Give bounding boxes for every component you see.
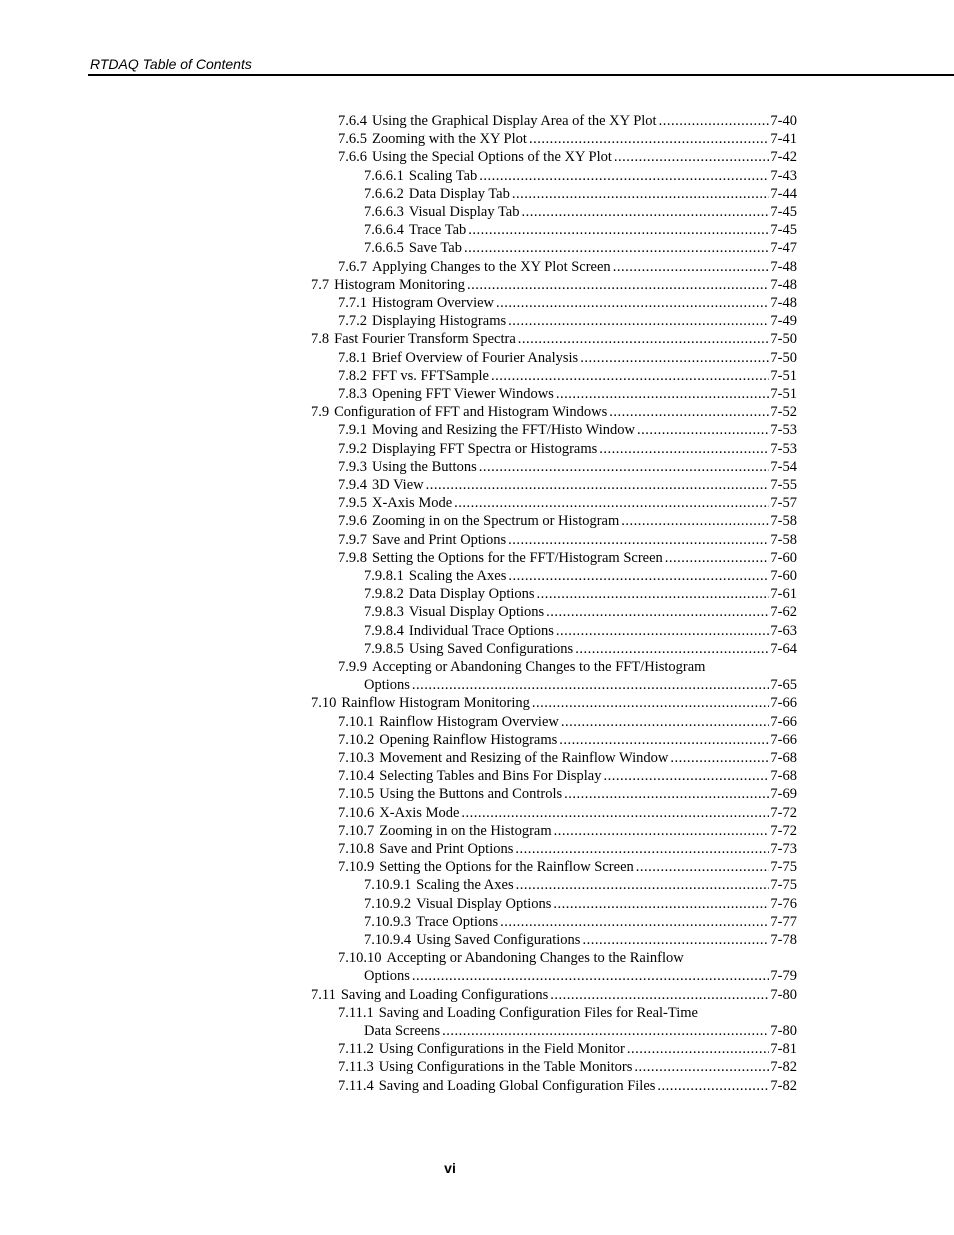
toc-entry-page: 7-48 xyxy=(770,295,797,311)
toc-entry-page: 7-54 xyxy=(770,459,797,475)
toc-entry-page: 7-58 xyxy=(770,532,797,548)
toc-entry-number: 7.11.4 xyxy=(338,1078,374,1094)
toc-dot-leader xyxy=(580,349,769,367)
toc-entry-title: Using Saved Configurations xyxy=(416,932,581,948)
toc-entry-page: 7-41 xyxy=(770,131,797,147)
toc-entry[interactable] xyxy=(311,986,797,1004)
toc-entry-title: Using the Graphical Display Area of the XY Plot xyxy=(372,113,657,129)
toc-entry-title: X-Axis Mode xyxy=(372,495,453,511)
toc-entry[interactable] xyxy=(338,858,797,876)
toc-entry-page: 7-62 xyxy=(770,604,797,620)
toc-dot-leader xyxy=(508,531,769,549)
toc-entry[interactable] xyxy=(338,421,797,439)
toc-entry-number: 7.11.2 xyxy=(338,1041,374,1057)
toc-entry-page: 7-50 xyxy=(770,350,797,366)
toc-entry-number: 7.10.9.2 xyxy=(364,896,412,912)
toc-dot-leader xyxy=(614,148,770,166)
toc-entry[interactable] xyxy=(338,804,797,822)
toc-entry-title: Save and Print Options xyxy=(372,532,507,548)
toc-entry[interactable] xyxy=(338,130,797,148)
toc-entry-number: 7.9.8.3 xyxy=(364,604,404,620)
toc-entry-title: Histogram Overview xyxy=(372,295,495,311)
toc-dot-leader xyxy=(582,931,769,949)
toc-entry-title: Visual Display Options xyxy=(416,896,552,912)
toc-entry-page: 7-42 xyxy=(770,149,797,165)
toc-entry-page: 7-51 xyxy=(770,368,797,384)
toc-entry-number: 7.9.1 xyxy=(338,422,367,438)
toc-entry-page: 7-45 xyxy=(770,204,797,220)
toc-entry-title: Opening Rainflow Histograms xyxy=(379,732,558,748)
toc-entry-page: 7-72 xyxy=(770,805,797,821)
toc-entry-page: 7-53 xyxy=(770,422,797,438)
toc-entry-number: 7.9 xyxy=(311,404,330,420)
toc-entry-number: 7.10.2 xyxy=(338,732,375,748)
toc-dot-leader xyxy=(659,112,770,130)
toc-entry-page: 7-65 xyxy=(770,677,797,693)
toc-entry-page: 7-75 xyxy=(770,859,797,875)
toc-entry-title: Displaying FFT Spectra or Histograms xyxy=(372,441,598,457)
toc-entry-number: 7.7 xyxy=(311,277,330,293)
toc-entry-number: 7.9.8 xyxy=(338,550,367,566)
toc-entry-page: 7-63 xyxy=(770,623,797,639)
toc-entry[interactable] xyxy=(338,458,797,476)
toc-entry-number: 7.9.5 xyxy=(338,495,367,511)
toc-entry-title: Moving and Resizing the FFT/Histo Window xyxy=(372,422,635,438)
toc-entry-title: Using Configurations in the Table Monitors xyxy=(378,1059,633,1075)
toc-entry-number: 7.9.8.2 xyxy=(364,586,404,602)
toc-entry-title: Trace Tab xyxy=(408,222,467,238)
toc-dot-leader xyxy=(515,840,769,858)
toc-entry[interactable] xyxy=(338,1058,797,1076)
toc-entry-number: 7.6.6.5 xyxy=(364,240,404,256)
toc-entry-number: 7.10.5 xyxy=(338,786,375,802)
toc-entry-number: 7.9.8.4 xyxy=(364,623,404,639)
toc-entry-page: 7-40 xyxy=(770,113,797,129)
toc-entry-number: 7.6.6.2 xyxy=(364,186,404,202)
toc-entry-page: 7-44 xyxy=(770,186,797,202)
toc-entry-number: 7.10.8 xyxy=(338,841,375,857)
toc-entry-number: 7.9.7 xyxy=(338,532,367,548)
toc-entry[interactable] xyxy=(338,767,797,785)
toc-dot-leader xyxy=(627,1040,770,1058)
toc-dot-leader xyxy=(556,385,770,403)
toc-entry-title: Setting the Options for the FFT/Histogram Screen xyxy=(372,550,663,566)
toc-entry-title: Saving and Loading Configurations xyxy=(340,987,549,1003)
toc-entry-number: 7.6.6 xyxy=(338,149,367,165)
toc-entry[interactable] xyxy=(338,713,797,731)
toc-entry-page: 7-50 xyxy=(770,331,797,347)
toc-entry[interactable] xyxy=(338,1040,797,1058)
toc-entry[interactable] xyxy=(311,694,797,712)
toc-entry-page: 7-80 xyxy=(770,987,797,1003)
toc-entry-title: Saving and Loading Global Configuration Files xyxy=(378,1078,656,1094)
toc-dot-leader xyxy=(564,785,769,803)
toc-entry-title: Setting the Options for the Rainflow Screen xyxy=(379,859,634,875)
toc-entry[interactable] xyxy=(364,585,797,603)
toc-dot-leader xyxy=(516,876,770,894)
toc-entry-title: Displaying Histograms xyxy=(372,313,507,329)
toc-entry[interactable] xyxy=(364,567,797,585)
toc-entry-title: Scaling Tab xyxy=(408,168,478,184)
toc-dot-leader xyxy=(454,494,769,512)
toc-entry-number: 7.9.4 xyxy=(338,477,367,493)
toc-entry[interactable] xyxy=(338,349,797,367)
header-rule xyxy=(88,74,954,76)
toc-entry-title: Zooming in on the Histogram xyxy=(379,823,552,839)
toc-dot-leader xyxy=(508,312,769,330)
toc-dot-leader xyxy=(575,640,769,658)
toc-entry-number: 7.6.5 xyxy=(338,131,367,147)
toc-dot-leader xyxy=(537,585,770,603)
toc-dot-leader xyxy=(599,440,769,458)
toc-entry-title: Brief Overview of Fourier Analysis xyxy=(372,350,579,366)
toc-entry-page: 7-69 xyxy=(770,786,797,802)
toc-entry-page: 7-76 xyxy=(770,896,797,912)
toc-entry-number: 7.10.4 xyxy=(338,768,375,784)
toc-entry-page: 7-72 xyxy=(770,823,797,839)
toc-entry-number: 7.10.10 xyxy=(338,950,382,966)
toc-entry[interactable] xyxy=(338,549,797,567)
toc-entry-number: 7.9.2 xyxy=(338,441,367,457)
toc-entry-title: Individual Trace Options xyxy=(408,623,554,639)
toc-entry[interactable] xyxy=(338,385,797,403)
toc-entry-page: 7-43 xyxy=(770,168,797,184)
toc-entry-title: Zooming in on the Spectrum or Histogram xyxy=(372,513,620,529)
toc-entry-number: 7.11 xyxy=(311,987,336,1003)
toc-entry[interactable] xyxy=(338,494,797,512)
toc-entry-page: 7-53 xyxy=(770,441,797,457)
toc-entry-title: Scaling the Axes xyxy=(408,568,507,584)
toc-entry[interactable] xyxy=(364,1022,797,1040)
toc-entry-title: Movement and Resizing of the Rainflow Window xyxy=(379,750,669,766)
toc-entry-page: 7-61 xyxy=(770,586,797,602)
toc-entry-page: 7-82 xyxy=(770,1059,797,1075)
toc-entry-title: Data Screens xyxy=(364,1023,441,1039)
toc-entry-title: Using Configurations in the Field Monitor xyxy=(378,1041,625,1057)
toc-entry-title: Zooming with the XY Plot xyxy=(372,131,527,147)
toc-entry-number: 7.6.6.4 xyxy=(364,222,404,238)
toc-dot-leader xyxy=(518,330,770,348)
toc-entry-number: 7.10.9 xyxy=(338,859,375,875)
toc-entry[interactable] xyxy=(364,203,797,221)
toc-entry-number: 7.6.6.3 xyxy=(364,204,404,220)
toc-dot-leader xyxy=(468,221,769,239)
toc-entry-number: 7.11.1 xyxy=(338,1005,374,1021)
toc-dot-leader xyxy=(442,1022,769,1040)
toc-entry[interactable] xyxy=(364,603,797,621)
toc-entry[interactable] xyxy=(364,239,797,257)
toc-entry-number: 7.10.1 xyxy=(338,714,375,730)
toc-entry-page: 7-47 xyxy=(770,240,797,256)
toc-entry-title: Using the Buttons and Controls xyxy=(379,786,563,802)
toc-entry[interactable] xyxy=(364,185,797,203)
toc-dot-leader xyxy=(637,421,769,439)
toc-entry-page: 7-73 xyxy=(770,841,797,857)
toc-dot-leader xyxy=(609,403,769,421)
toc-entry-title: Histogram Monitoring xyxy=(334,277,466,293)
toc-dot-leader xyxy=(412,676,769,694)
toc-entry[interactable] xyxy=(364,167,797,185)
toc-entry-title: Data Display Options xyxy=(408,586,535,602)
toc-entry-title: Save and Print Options xyxy=(379,841,514,857)
toc-entry-number: 7.6.6.1 xyxy=(364,168,404,184)
toc-entry-page: 7-77 xyxy=(770,914,797,930)
toc-entry-number: 7.10.9.1 xyxy=(364,877,412,893)
toc-entry-number: 7.9.8.1 xyxy=(364,568,404,584)
toc-entry-number: 7.10.3 xyxy=(338,750,375,766)
toc-entry-title: Options xyxy=(364,677,410,693)
toc-entry[interactable] xyxy=(338,731,797,749)
toc-dot-leader xyxy=(532,694,770,712)
toc-entry[interactable] xyxy=(338,312,797,330)
toc-dot-leader xyxy=(604,767,770,785)
toc-entry[interactable] xyxy=(338,148,797,166)
toc-dot-leader xyxy=(657,1077,769,1095)
toc-dot-leader xyxy=(500,913,769,931)
toc-entry[interactable] xyxy=(338,294,797,312)
toc-entry-title: Selecting Tables and Bins For Display xyxy=(379,768,602,784)
toc-entry[interactable] xyxy=(338,949,797,967)
toc-entry-title: Using Saved Configurations xyxy=(408,641,574,657)
toc-dot-leader xyxy=(621,512,769,530)
toc-entry[interactable] xyxy=(338,367,797,385)
toc-dot-leader xyxy=(508,567,769,585)
toc-entry[interactable] xyxy=(338,258,797,276)
toc-entry-title: Data Display Tab xyxy=(408,186,510,202)
toc-entry-page: 7-49 xyxy=(770,313,797,329)
toc-entry-title: Using the Special Options of the XY Plot xyxy=(372,149,612,165)
toc-entry-number: 7.7.2 xyxy=(338,313,367,329)
toc-entry-page: 7-45 xyxy=(770,222,797,238)
toc-dot-leader xyxy=(412,967,769,985)
toc-entry-title: Configuration of FFT and Histogram Windows xyxy=(334,404,608,420)
toc-entry-page: 7-80 xyxy=(770,1023,797,1039)
toc-dot-leader xyxy=(464,239,769,257)
toc-entry-title: Fast Fourier Transform Spectra xyxy=(334,331,516,347)
toc-entry-number: 7.9.6 xyxy=(338,513,367,529)
toc-entry-title: Accepting or Abandoning Changes to the Rainflow xyxy=(386,950,684,966)
toc-entry-title: Accepting or Abandoning Changes to the FFT/Histogram xyxy=(372,659,706,675)
toc-entry-title: Options xyxy=(364,968,410,984)
toc-entry-title: Rainflow Histogram Overview xyxy=(379,714,559,730)
toc-entry-title: Visual Display Options xyxy=(408,604,545,620)
toc-entry-page: 7-75 xyxy=(770,877,797,893)
toc-entry-title: Opening FFT Viewer Windows xyxy=(372,386,554,402)
toc-entry-number: 7.8.3 xyxy=(338,386,367,402)
toc-dot-leader xyxy=(426,476,770,494)
toc-dot-leader xyxy=(529,130,769,148)
toc-dot-leader xyxy=(461,804,769,822)
toc-dot-leader xyxy=(553,895,769,913)
toc-dot-leader xyxy=(479,458,770,476)
toc-dot-leader xyxy=(522,203,770,221)
toc-entry-page: 7-66 xyxy=(770,714,797,730)
toc-entry[interactable] xyxy=(364,913,797,931)
toc-entry-page: 7-79 xyxy=(770,968,797,984)
toc-entry-number: 7.11.3 xyxy=(338,1059,374,1075)
toc-entry[interactable] xyxy=(338,1077,797,1095)
toc-entry-page: 7-48 xyxy=(770,277,797,293)
toc-entry[interactable] xyxy=(311,330,797,348)
toc-entry[interactable] xyxy=(364,640,797,658)
toc-entry[interactable] xyxy=(364,895,797,913)
toc-entry-number: 7.10.9.3 xyxy=(364,914,412,930)
toc-dot-leader xyxy=(559,731,769,749)
toc-dot-leader xyxy=(556,622,770,640)
toc-entry-title: Applying Changes to the XY Plot Screen xyxy=(372,259,611,275)
toc-entry-page: 7-68 xyxy=(770,750,797,766)
toc-entry-title: X-Axis Mode xyxy=(379,805,460,821)
toc-entry-page: 7-51 xyxy=(770,386,797,402)
toc-entry[interactable] xyxy=(338,785,797,803)
toc-entry-page: 7-57 xyxy=(770,495,797,511)
toc-dot-leader xyxy=(546,603,769,621)
toc-entry-number: 7.10.9.4 xyxy=(364,932,412,948)
toc-entry[interactable] xyxy=(311,403,797,421)
toc-entry-number: 7.9.3 xyxy=(338,459,367,475)
toc-dot-leader xyxy=(636,858,770,876)
toc-entry-page: 7-52 xyxy=(770,404,797,420)
toc-dot-leader xyxy=(496,294,769,312)
toc-entry-page: 7-55 xyxy=(770,477,797,493)
toc-entry-number: 7.9.8.5 xyxy=(364,641,404,657)
toc-entry[interactable] xyxy=(338,512,797,530)
toc-entry[interactable] xyxy=(364,876,797,894)
toc-entry[interactable] xyxy=(338,822,797,840)
toc-entry-number: 7.6.7 xyxy=(338,259,367,275)
toc-entry-page: 7-78 xyxy=(770,932,797,948)
toc-entry[interactable] xyxy=(338,112,797,130)
toc-entry[interactable] xyxy=(364,676,797,694)
toc-dot-leader xyxy=(512,185,770,203)
toc-dot-leader xyxy=(554,822,770,840)
toc-entry[interactable] xyxy=(338,476,797,494)
toc-dot-leader xyxy=(561,713,770,731)
toc-entry[interactable] xyxy=(338,440,797,458)
toc-dot-leader xyxy=(634,1058,769,1076)
toc-entry-title: Save Tab xyxy=(408,240,462,256)
toc-entry-page: 7-60 xyxy=(770,550,797,566)
toc-entry[interactable] xyxy=(311,276,797,294)
toc-entry[interactable] xyxy=(338,658,797,676)
toc-entry-title: Trace Options xyxy=(416,914,499,930)
toc-entry-number: 7.7.1 xyxy=(338,295,367,311)
toc-entry-title: FFT vs. FFTSample xyxy=(372,368,489,384)
toc-entry-page: 7-82 xyxy=(770,1078,797,1094)
toc-dot-leader xyxy=(491,367,769,385)
toc-entry[interactable] xyxy=(364,931,797,949)
toc-entry[interactable] xyxy=(338,531,797,549)
toc-entry-number: 7.9.9 xyxy=(338,659,367,675)
toc-entry-title: Scaling the Axes xyxy=(416,877,514,893)
toc-entry-number: 7.6.4 xyxy=(338,113,367,129)
toc-entry-page: 7-81 xyxy=(770,1041,797,1057)
toc-entry[interactable] xyxy=(338,749,797,767)
toc-entry[interactable] xyxy=(364,221,797,239)
running-header-title: RTDAQ Table of Contents xyxy=(90,56,252,72)
toc-entry-title: Using the Buttons xyxy=(372,459,477,475)
toc-entry-page: 7-60 xyxy=(770,568,797,584)
toc-entry-title: Saving and Loading Configuration Files for Real-Time xyxy=(378,1005,698,1021)
toc-dot-leader xyxy=(665,549,770,567)
toc-entry-title: 3D View xyxy=(372,477,424,493)
toc-entry[interactable] xyxy=(338,840,797,858)
toc-entry-title: Visual Display Tab xyxy=(408,204,520,220)
toc-dot-leader xyxy=(550,986,769,1004)
toc-entry-number: 7.10.7 xyxy=(338,823,375,839)
toc-entry-page: 7-66 xyxy=(770,695,797,711)
toc-entry-number: 7.8.2 xyxy=(338,368,367,384)
toc-entry-number: 7.10 xyxy=(311,695,337,711)
page-number: vi xyxy=(444,1160,456,1176)
toc-entry[interactable] xyxy=(364,622,797,640)
toc-entry-page: 7-64 xyxy=(770,641,797,657)
toc-dot-leader xyxy=(613,258,770,276)
toc-entry[interactable] xyxy=(364,967,797,985)
toc-entry-page: 7-68 xyxy=(770,768,797,784)
toc-entry-page: 7-66 xyxy=(770,732,797,748)
toc-entry-page: 7-58 xyxy=(770,513,797,529)
toc-dot-leader xyxy=(479,167,769,185)
toc-entry-page: 7-48 xyxy=(770,259,797,275)
toc-dot-leader xyxy=(467,276,769,294)
toc-entry-number: 7.8.1 xyxy=(338,350,367,366)
toc-entry-title: Rainflow Histogram Monitoring xyxy=(341,695,530,711)
toc-entry-number: 7.10.6 xyxy=(338,805,375,821)
toc-entry-number: 7.8 xyxy=(311,331,330,347)
toc-dot-leader xyxy=(670,749,769,767)
toc-entry[interactable] xyxy=(338,1004,797,1022)
